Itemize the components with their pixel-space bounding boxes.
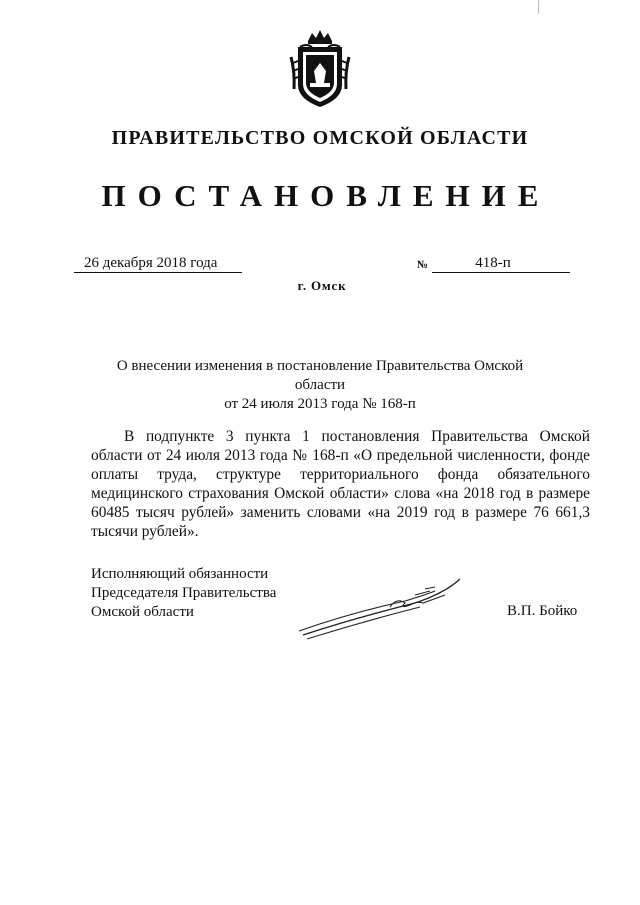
body-paragraph <box>91 427 590 541</box>
coat-of-arms-icon <box>286 27 354 109</box>
document-number: 418-п <box>432 254 570 273</box>
signer-line-2: Председателя Правительства <box>91 585 277 601</box>
number-sign: № <box>417 259 429 271</box>
handwritten-signature <box>295 573 465 643</box>
body-paragraph-text: В подпункте 3 пункта 1 постановления Правительства Омской области от 24 июля 2013 года № 168-п «О предельной численности, фонде оплаты труда, структуре территориального фонда обязательного медицинского страхования Омской области» слова «на 2018 год в размере 60485 тысяч рублей» заменить словами «на 2019 год в размере 76 661,3 тысячи рублей». <box>91 428 590 540</box>
signer-name: В.П. Бойко <box>507 603 578 619</box>
subject-line-1: О внесении изменения в постановление Правительства Омской области <box>116 358 524 393</box>
document-city: г. Омск <box>297 278 347 293</box>
signer-line-3: Омской области <box>91 604 194 620</box>
scan-mark <box>538 0 539 14</box>
document-type-title: ПОСТАНОВЛЕНИЕ <box>101 178 551 213</box>
signer-position <box>91 565 276 622</box>
subject-line-2: от 24 июля 2013 года № 168-п <box>224 396 416 412</box>
document-subject <box>90 357 550 414</box>
government-title: ПРАВИТЕЛЬСТВО ОМСКОЙ ОБЛАСТИ <box>111 127 529 149</box>
signer-line-1: Исполняющий обязанности <box>91 566 269 582</box>
document-date: 26 декабря 2018 года <box>74 254 242 273</box>
